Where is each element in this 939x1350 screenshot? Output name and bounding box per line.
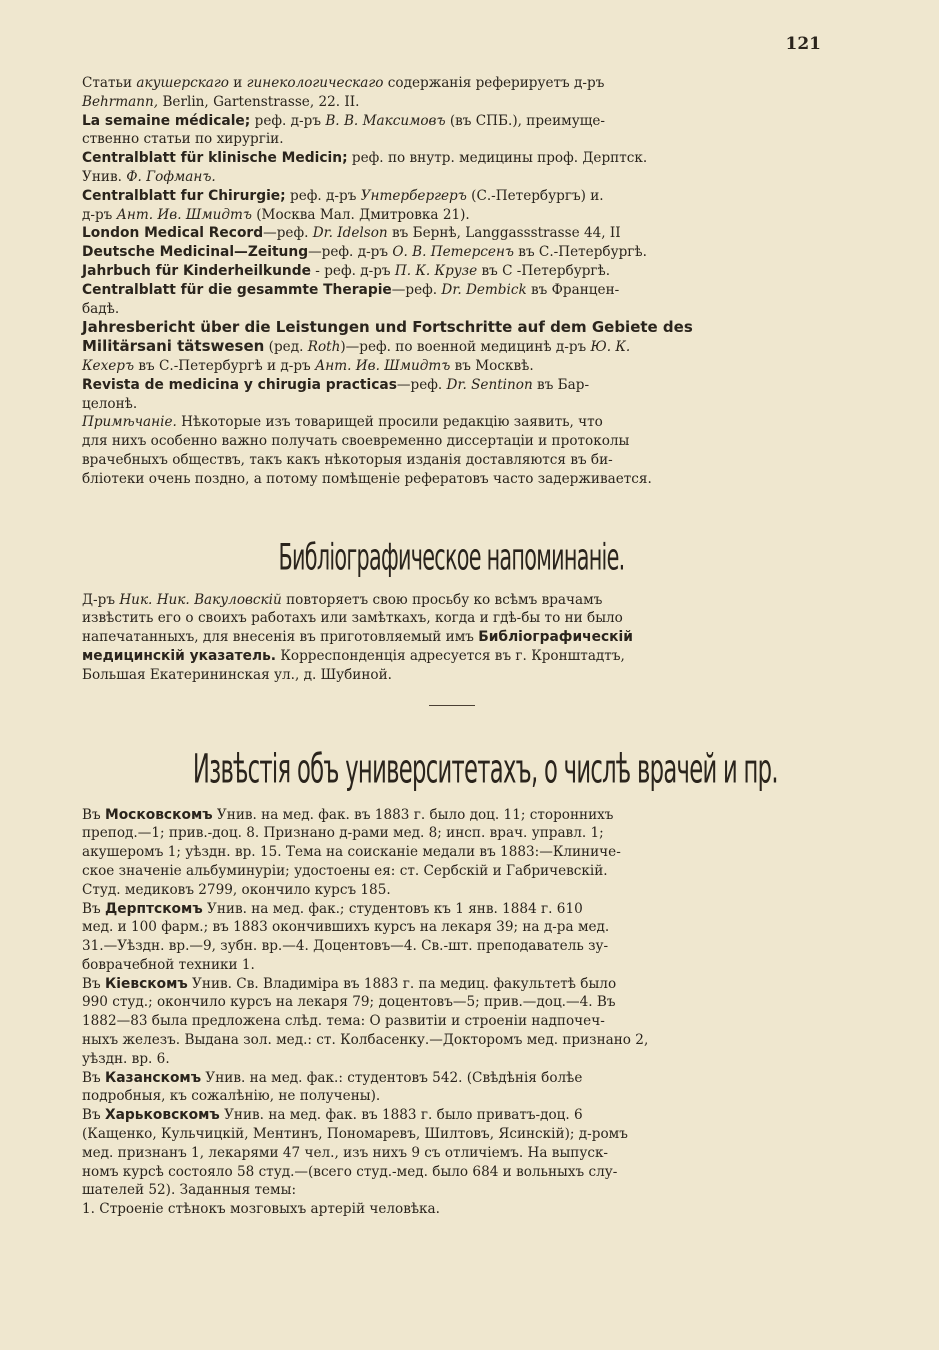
university-name: Московскомъ — [104, 806, 213, 823]
text: ственно статьи по хирургіи. — [82, 131, 284, 148]
university-paragraph-moscow — [82, 806, 821, 900]
section-heading-bibliography: Библіографическое напоминаніе. — [278, 534, 625, 579]
text: Behrmann, — [82, 93, 159, 110]
text: въ Бернѣ, Langgassstrasse 44, II — [387, 225, 621, 242]
text: Унив. на мед. фак.: студентовъ 542. (Свѣдѣнія болѣе — [201, 1069, 583, 1086]
note-label: Примѣчаніе. — [82, 414, 177, 431]
text: Въ — [82, 1069, 105, 1086]
journal-title: Jahrbuch für Kinderheilkunde — [82, 262, 311, 279]
text: (въ СПБ.), преимуще- — [445, 112, 605, 129]
journal-title: Centralblatt für klinische Medicin; — [82, 150, 348, 167]
text: подробныя, къ сожалѣнію, не получены). — [82, 1088, 381, 1105]
text: повторяетъ свою просьбу ко всѣмъ врачамъ — [281, 591, 603, 608]
text: Въ — [82, 1107, 105, 1124]
reviewer-name: П. К. Крузе — [394, 262, 478, 279]
journal-entry — [82, 187, 821, 225]
text: д-ръ — [82, 206, 117, 223]
reviewer-name: Ю. К. — [590, 339, 631, 356]
journal-entry — [82, 376, 821, 414]
text: )—реф. по военной медицинѣ д-ръ — [340, 339, 591, 356]
universities-section — [82, 806, 821, 1220]
university-name: Дерптскомъ — [104, 900, 203, 917]
university-name: Харьковскомъ — [104, 1107, 220, 1124]
editor-name: Roth — [307, 339, 341, 356]
journal-entry — [82, 281, 821, 319]
text: въ Францен- — [526, 281, 620, 298]
text: въ С.-Петербургѣ. — [513, 244, 647, 261]
text: Въ — [82, 806, 105, 823]
reviewer-name: Унтербергеръ — [360, 187, 467, 204]
text: содержанія реферируетъ д-ръ — [383, 75, 605, 91]
journal-title: Revista de medicina y chirugia practicas — [82, 376, 397, 393]
text: шателей 52). Заданныя темы: — [82, 1182, 297, 1199]
text: мед. и 100 фарм.; въ 1883 окончившихъ курсъ на лекаря 39; на д-ра мед. — [82, 919, 610, 936]
university-paragraph-kazan — [82, 1069, 821, 1107]
reviewer-name: В. В. Максимовъ — [325, 112, 446, 129]
text: Въ — [82, 975, 105, 992]
text: бадѣ. — [82, 300, 120, 317]
text: ныхъ железъ. Выдана зол. мед.: ст. Колбасенку.—Докторомъ мед. признано 2, — [82, 1032, 649, 1049]
reviewer-name: Ант. Ив. Шмидтъ — [315, 357, 451, 374]
text: - реф. д-ръ — [310, 262, 395, 279]
text: (С.-Петербургъ) и. — [466, 187, 604, 204]
journal-entry — [82, 262, 821, 281]
text: Д-ръ — [82, 591, 120, 608]
text: Студ. медиковъ 2799, окончило курсъ 185. — [82, 881, 391, 898]
text: Корреспонденція адресуется въ г. Кронштадтъ, — [276, 647, 625, 664]
text: —реф. д-ръ — [308, 244, 393, 261]
journal-title: Centralblatt für die gesammte Therapie — [82, 281, 392, 298]
bibliography-section — [82, 591, 821, 685]
text: и — [228, 75, 247, 91]
text: врачебныхъ обществъ, такъ какъ нѣкоторыя изданія доставляются въ би- — [82, 451, 613, 468]
text: Унив. на мед. фак.; студентовъ къ 1 янв. 1884 г. 610 — [202, 900, 583, 917]
text: Унив. на мед. фак. въ 1883 г. было доц. 11; стороннихъ — [212, 806, 614, 823]
text: напечатанныхъ, для внесенія въ приготовляемый имъ — [82, 629, 479, 646]
text: препод.—1; прив.-доц. 8. Признано д-рами мед. 8; инсп. врач. управл. 1; — [82, 825, 604, 842]
journal-entry — [82, 224, 821, 243]
text: въ С.-Петербургѣ и д-ръ — [134, 357, 316, 374]
journal-entry — [82, 149, 821, 187]
text: —реф. — [391, 281, 442, 298]
text: въ Бар- — [532, 376, 590, 393]
text: Статьи — [82, 75, 137, 91]
text: боврачебной техники 1. — [82, 956, 255, 973]
text: 1. Строеніе стѣнокъ мозговыхъ артерій человѣка. — [82, 1201, 440, 1218]
reviewer-name: Ант. Ив. Шмидтъ — [116, 206, 252, 223]
author-name: Ник. Ник. Вакуловскій — [119, 591, 282, 608]
text: (Кащенко, Кульчицкій, Ментинъ, Пономаревъ, Шилтовъ, Ясинскій); д-ромъ — [82, 1126, 628, 1143]
index-title: Библіографическій — [478, 629, 633, 646]
text: Унив. — [82, 168, 127, 185]
journal-title: Jahresbericht über die Leistungen und Fortschritte auf dem Gebiete des — [82, 318, 693, 337]
reviewer-name: Ф. Гофманъ. — [126, 168, 216, 185]
university-paragraph-kiev — [82, 975, 821, 1069]
text: Унив. на мед. фак. въ 1883 г. было приватъ-доц. 6 — [219, 1107, 583, 1124]
text: реф. д-ръ — [250, 112, 326, 129]
text: Большая Екатерининская ул., д. Шубиной. — [82, 666, 392, 683]
reviewer-name: Кехеръ — [82, 357, 135, 374]
journal-entry — [82, 318, 821, 375]
journal-title: London Medical Record — [82, 225, 264, 242]
journal-list — [82, 74, 821, 489]
reviewer-name: Dr. Idelson — [312, 225, 388, 242]
text: (ред. — [264, 339, 308, 356]
text: въ С -Петербургѣ. — [477, 262, 611, 279]
text: акушеромъ 1; уѣздн. вр. 15. Тема на соисканіе медали въ 1883:—Клиниче- — [82, 844, 621, 861]
reviewer-name: Dr. Dembick — [441, 281, 527, 298]
journal-entry — [82, 112, 821, 150]
journal-title: La semaine médicale; — [82, 112, 251, 129]
text: для нихъ особенно важно получать своевременно диссертаціи и протоколы — [82, 433, 630, 450]
journal-entry — [82, 74, 821, 112]
bibliography-paragraph — [82, 591, 821, 685]
editorial-note — [82, 413, 821, 488]
journal-entry — [82, 243, 821, 262]
section-heading-universities: Извѣстія объ университетахъ, о числѣ врачей и пр. — [192, 745, 778, 792]
text: мед. признанъ 1, лекарями 47 чел., изъ нихъ 9 съ отличіемъ. На выпуск- — [82, 1144, 609, 1161]
divider — [429, 705, 475, 706]
text: Унив. Св. Владиміра въ 1883 г. па медиц. факультетѣ было — [187, 975, 617, 992]
text: Berlin, Gartenstrasse, 22. II. — [158, 93, 360, 110]
university-name: Кiевскомъ — [104, 975, 188, 992]
text: Въ — [82, 900, 105, 917]
text: ское значеніе альбуминуріи; удостоены ея: ст. Сербскій и Габричевскій. — [82, 862, 608, 879]
university-paragraph-dorpat — [82, 900, 821, 975]
text: въ Москвѣ. — [450, 357, 534, 374]
text: —реф. — [263, 225, 313, 242]
journal-title: Centralblatt fur Chirurgie; — [82, 187, 286, 204]
text: 990 студ.; окончило курсъ на лекаря 79; доцентовъ—5; прив.—доц.—4. Въ — [82, 994, 616, 1011]
text: Нѣкоторые изъ товарищей просили редакцію заявить, что — [176, 414, 603, 431]
text: целонѣ. — [82, 395, 138, 412]
text: 1882—83 была предложена слѣд. тема: О развитіи и строеніи надпочеч- — [82, 1013, 605, 1030]
text: акушерскаго — [136, 75, 229, 91]
text: реф. д-ръ — [285, 187, 361, 204]
journal-title: Deutsche Medicinal—Zeitung — [82, 244, 309, 261]
page-number: 121 — [785, 34, 821, 54]
reviewer-name: О. В. Петерсенъ — [392, 244, 514, 261]
university-paragraph-kharkov — [82, 1106, 821, 1219]
index-title: медицинскій указатель. — [82, 647, 277, 664]
text: реф. по внутр. медицины проф. Дерптск. — [347, 150, 648, 167]
text: 31.—Уѣздн. вр.—9, зубн. вр.—4. Доцентовъ—4. Св.-шт. преподаватель зу- — [82, 938, 609, 955]
reviewer-name: Dr. Sentinon — [446, 376, 533, 393]
text: гинекологическаго — [246, 75, 384, 91]
text: (Москва Мал. Дмитровка 21). — [251, 206, 470, 223]
university-name: Казанскомъ — [104, 1069, 202, 1086]
journal-title: Militärsani tätswesen — [82, 337, 265, 356]
text: —реф. — [396, 376, 447, 393]
text: извѣстить его о своихъ работахъ или замѣткахъ, когда и гдѣ-бы то ни было — [82, 610, 623, 627]
text: бліотеки очень поздно, а потому помѣщеніе рефератовъ часто задерживается. — [82, 470, 652, 487]
text: номъ курсѣ состояло 58 студ.—(всего студ.-мед. было 684 и вольныхъ слу- — [82, 1163, 618, 1180]
text: уѣздн. вр. 6. — [82, 1050, 170, 1067]
